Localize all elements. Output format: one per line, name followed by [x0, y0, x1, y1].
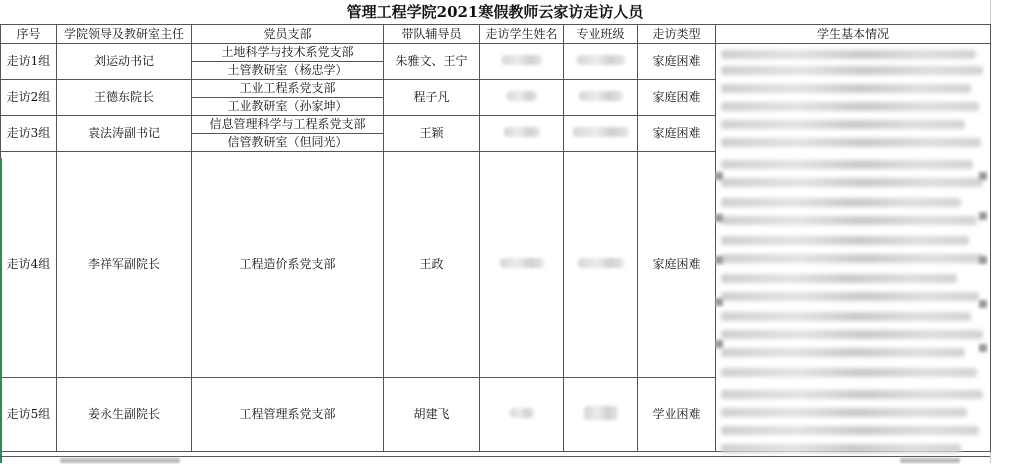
counselor-cell[interactable]: 王颖: [384, 116, 480, 152]
student-name-cell[interactable]: [480, 378, 564, 452]
header-cell: 党员支部: [192, 25, 384, 44]
header-cell: 走访类型: [638, 25, 716, 44]
redacted-text: [502, 55, 542, 65]
seq-cell[interactable]: 走访2组: [1, 80, 57, 116]
branch-cell[interactable]: 信管教研室（但同光）: [192, 134, 384, 152]
redacted-text: [573, 127, 629, 137]
student-name-cell[interactable]: [480, 152, 564, 378]
leader-cell[interactable]: 姜永生副院长: [57, 378, 192, 452]
leader-cell[interactable]: 袁法涛副书记: [57, 116, 192, 152]
leader-cell[interactable]: 王德东院长: [57, 80, 192, 116]
leader-cell[interactable]: 李祥军副院长: [57, 152, 192, 378]
branch-cell[interactable]: 工程管理系党支部: [192, 378, 384, 452]
redacted-text: [578, 258, 624, 268]
branch-cell[interactable]: 工程造价系党支部: [192, 152, 384, 378]
leader-cell[interactable]: 刘运动书记: [57, 44, 192, 80]
counselor-cell[interactable]: 胡建飞: [384, 378, 480, 452]
visit-type-cell[interactable]: 家庭困难: [638, 116, 716, 152]
student-name-cell[interactable]: [480, 116, 564, 152]
seq-cell[interactable]: 走访4组: [1, 152, 57, 378]
redacted-text: [577, 55, 625, 65]
class-cell[interactable]: [564, 80, 638, 116]
branch-cell[interactable]: 工业教研室（孙家坤）: [192, 98, 384, 116]
class-cell[interactable]: [564, 152, 638, 378]
selection-edge: [0, 158, 2, 463]
visit-type-cell[interactable]: 家庭困难: [638, 152, 716, 378]
header-cell: 走访学生姓名: [480, 25, 564, 44]
header-cell: 学院领导及教研室主任: [57, 25, 192, 44]
header-cell: 带队辅导员: [384, 25, 480, 44]
branch-cell[interactable]: 工业工程系党支部: [192, 80, 384, 98]
branch-cell[interactable]: 信息管理科学与工程系党支部: [192, 116, 384, 134]
visit-type-cell[interactable]: 家庭困难: [638, 80, 716, 116]
counselor-cell[interactable]: 朱雅文、王宁: [384, 44, 480, 80]
redacted-text: [507, 91, 537, 101]
visit-type-cell[interactable]: 学业困难: [638, 378, 716, 452]
redacted-text: [504, 127, 540, 137]
header-cell: 专业班级: [564, 25, 638, 44]
redacted-text: [584, 406, 618, 420]
header-row: [1, 25, 991, 44]
branch-cell[interactable]: 土管教研室（杨忠学）: [192, 62, 384, 80]
class-cell[interactable]: [564, 378, 638, 452]
class-cell[interactable]: [564, 116, 638, 152]
redacted-text: [510, 408, 534, 418]
counselor-cell[interactable]: 程子凡: [384, 80, 480, 116]
counselor-cell[interactable]: 王政: [384, 152, 480, 378]
redacted-text: [500, 258, 544, 268]
page-title: 管理工程学院2021寒假教师云家访走访人员: [346, 3, 644, 21]
branch-cell[interactable]: 土地科学与技术系党支部: [192, 44, 384, 62]
seq-cell[interactable]: 走访5组: [1, 378, 57, 452]
visit-type-cell[interactable]: 家庭困难: [638, 44, 716, 80]
redacted-text: [579, 91, 623, 101]
student-name-cell[interactable]: [480, 80, 564, 116]
class-cell[interactable]: [564, 44, 638, 80]
header-cell: 序号: [1, 25, 57, 44]
student-name-cell[interactable]: [480, 44, 564, 80]
seq-cell[interactable]: 走访3组: [1, 116, 57, 152]
redacted-student-info: [715, 42, 989, 463]
seq-cell[interactable]: 走访1组: [1, 44, 57, 80]
header-cell: 学生基本情况: [716, 25, 991, 44]
